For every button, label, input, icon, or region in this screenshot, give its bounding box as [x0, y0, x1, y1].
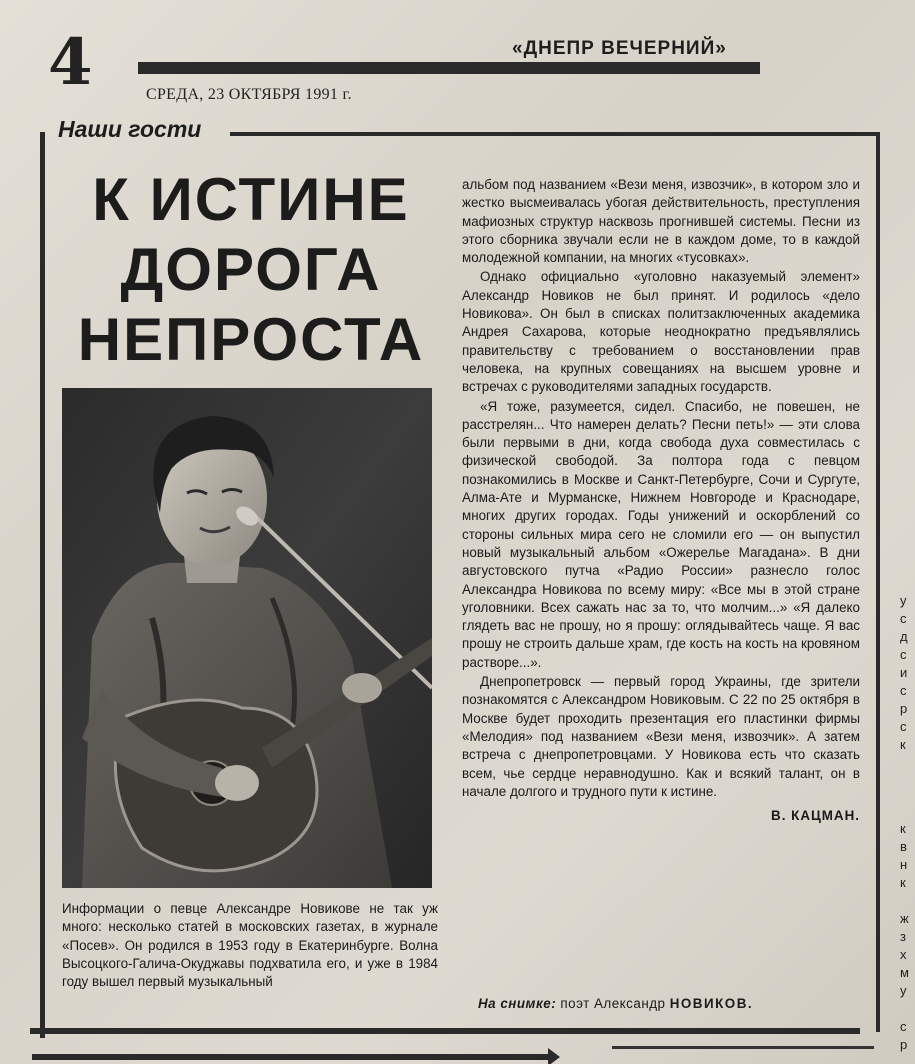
fragment: з — [900, 929, 906, 944]
fragment: к — [900, 737, 906, 752]
rubric: Наши гости — [58, 116, 202, 142]
neighbour-rule — [612, 1046, 874, 1049]
fragment: р — [900, 701, 908, 716]
headline-line-2: ДОРОГА — [120, 236, 382, 303]
fragment: и — [900, 665, 908, 680]
fragment: у — [900, 593, 907, 608]
fragment: к — [900, 875, 906, 890]
author-signature: В. КАЦМАН. — [771, 808, 860, 824]
main-column — [462, 176, 860, 826]
fragment — [900, 892, 915, 910]
newspaper-title: «ДНЕПР ВЕЧЕРНИЙ» — [512, 38, 727, 59]
frame-top-rule — [230, 132, 880, 136]
fragment: ж — [900, 911, 909, 926]
frame-bottom-rule — [30, 1028, 860, 1034]
neighbour-column-upper — [900, 592, 915, 754]
frame-left-rule — [40, 132, 45, 1038]
page-number: 4 — [48, 25, 93, 100]
caption-name: НОВИКОВ. — [669, 996, 754, 1011]
fragment: в — [900, 839, 907, 854]
singer-photo — [62, 388, 432, 888]
fragment: д — [900, 629, 908, 644]
fragment: у — [900, 983, 907, 998]
fragment: с — [900, 683, 907, 698]
article-paragraph-2: Однако официально «уголовно наказуемый элемент» Александр Новиков не был принят. И родилось «дело Новикова». Он был в списках политзаключенных академика Андрея Сахарова, которые неоднократно предъявлялись правительству с требованием о восстановлении прав человека, на крупных совещаниях на высшем уровне и встречах с руководителями западных государств. — [462, 269, 860, 395]
caption-text: поэт Александр — [560, 996, 666, 1011]
headline-line-3: НЕПРОСТА — [77, 306, 425, 373]
fragment: с — [900, 1019, 907, 1034]
article-paragraph-1: альбом под названием «Вези меня, извозчик», в котором зло и жестко высмеивалась убогая действительность, преступления мафиозных структур насквозь прогнившей системы. Песни из этого сборника звучали если не в каждом доме, то в каждой молодежной компании, на многих «тусовках». — [462, 177, 860, 266]
neighbour-column-lower — [900, 820, 915, 1054]
intro-column — [62, 900, 438, 991]
caption-label: На снимке: — [478, 996, 557, 1011]
headline — [66, 165, 436, 375]
headline-line-1: К ИСТИНЕ — [92, 166, 410, 233]
masthead-rule — [138, 62, 760, 74]
frame-right-rule — [876, 132, 880, 1032]
next-article-rule — [32, 1054, 552, 1060]
fragment: к — [900, 821, 906, 836]
intro-paragraph: Информации о певце Александре Новикове не так уж много: несколько статей в московских газетах, в журнале «Посев». Он родился в 1953 году в Екатеринбурге. Волна Высоцкого-Галича-Окуджавы подхватила его, и уже в 1984 году вышел первый музыкальный — [62, 901, 438, 990]
fragment: м — [900, 965, 909, 980]
dateline: СРЕДА, 23 ОКТЯБРЯ 1991 г. — [146, 86, 352, 103]
fragment: р — [900, 1037, 908, 1052]
article-paragraph-3: «Я тоже, разумеется, сидел. Спасибо, не повешен, не расстрелян... Что намерен делать? Песни петь!» — эти слова были первыми в дни, когда свобода духа совместилась с физической свободой. За полтора года с певцом познакомились в Москве и Санкт-Петербурге, Сочи и Сургуте, Алма-Ате и Мурманске, Нижнем Новгороде и Краснодаре, многих других городах. Годы унижений и оскорблений со стороны сильных мира сего не сломили его — он выпустил новый музыкальный альбом «Ожерелье Магадана». В дни августовского путча «Радио России» разнесло голос Александра Новикова по всему миру: «Все мы в этой стране уголовники. Всех сажать нас за то, что молчим...» «Я далеко глядеть вас не прошу, но я прошу: оглядывайтесь чаще. Я вас прошу не строить дальше храм, где кость на кость на кровяном растворе...». — [462, 398, 860, 670]
fragment — [900, 1000, 915, 1018]
photo-caption — [478, 996, 858, 1011]
fragment: х — [900, 947, 907, 962]
fragment: с — [900, 611, 907, 626]
fragment: с — [900, 647, 907, 662]
fragment: н — [900, 857, 908, 872]
fragment: с — [900, 719, 907, 734]
article-paragraph-4: Днепропетровск — первый город Украины, где зрители познакомятся с Александром Новиковым. С 22 по 25 октября в Москве будет проходить презентация его пластинки фирмы «Мелодия» под названием «Вези меня, извозчик». А затем встреча с днепропетровцами. У Новикова есть что сказать всем, чье сердце неравнодушно. Как и всякий талант, он в начале долгого и трудного пути к истине. — [462, 674, 860, 799]
arrow-right-icon — [548, 1048, 560, 1064]
